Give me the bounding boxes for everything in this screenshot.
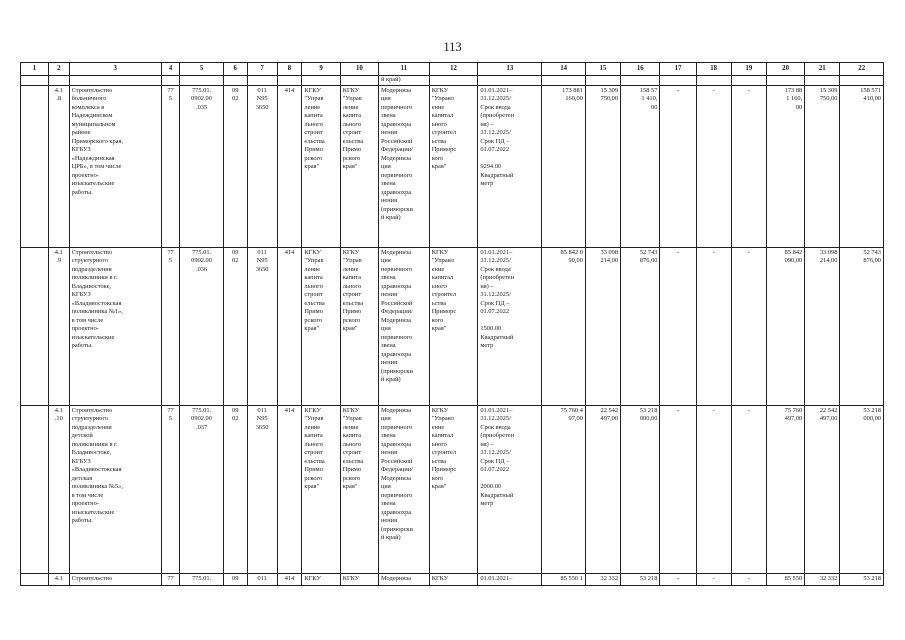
cell-col-1 (21, 85, 49, 247)
cell-col-6: 09 02 (223, 247, 247, 405)
cell-col-13: 01.01.2021– 31.12.2025/ Срок ввода (приобретен ия) – 31.12.2025/ Срок ПД – 01.07.2022 2000.00 Квадратный метр (478, 405, 542, 573)
cell-col-13: 01.01.2021– (478, 573, 542, 585)
cell-col-3: Строительство структурного подразделения детской поликлиники в г. Владивостоке, КГБУЗ «Владивостокская детская поликлиника №5», в том числе проектно- изыскательские работы. (69, 405, 161, 573)
cell-col-6: 09 02 (223, 405, 247, 573)
cell-col-15: 22 542 497,00 (585, 405, 620, 573)
cell-col-11: Модерниза (378, 573, 429, 585)
column-header-21: 21 (805, 63, 840, 76)
carry-over-cell (542, 76, 585, 86)
cell-col-8: 414 (277, 405, 302, 573)
carry-over-cell (478, 76, 542, 86)
carry-over-cell (731, 76, 766, 86)
cell-col-17: - (660, 85, 696, 247)
carry-over-cell (621, 76, 660, 86)
cell-col-16: 53 218 000,00 (621, 405, 660, 573)
carry-over-cell (69, 76, 161, 86)
page-number: 113 (443, 40, 462, 54)
cell-col-16: 53 218 (621, 573, 660, 585)
cell-col-9: КГКУ "Управ ление капита льного строит ельства Примо рского края" (302, 405, 340, 573)
carry-over-cell (840, 76, 884, 86)
cell-col-13: 01.01.2021– 31.12.2025/ Срок ввода (приобретен ия) – 31.12.2025/ Срок ПД – 01.07.2022 1500.00 Квадратный метр (478, 247, 542, 405)
cell-col-2: 4.1 (48, 573, 69, 585)
cell-col-13: 01.01.2021– 31.12.2025/ Срок ввода (приобретен ия) – 31.12.2025/ Срок ПД – 01.07.2022 9294.00 Квадратный метр (478, 85, 542, 247)
cell-col-1 (21, 247, 49, 405)
cell-col-4: 77 5 (161, 85, 180, 247)
column-header-9: 9 (302, 63, 340, 76)
carry-over-cell (247, 76, 277, 86)
column-header-19: 19 (731, 63, 766, 76)
cell-col-3: Строительство больничного комплекса в Надеждинском муниципальном районе Приморского края, КГБУЗ «Надеждинская ЦРБ», в том числе проектно- изыскательские работы. (69, 85, 161, 247)
cell-col-21: 15 309 750,00 (805, 85, 840, 247)
cell-col-8: 414 (277, 85, 302, 247)
carry-over-cell (302, 76, 340, 86)
budget-table (20, 62, 884, 586)
cell-col-16: 52 743 876,00 (621, 247, 660, 405)
cell-col-16: 158 57 1 410, 00 (621, 85, 660, 247)
cell-col-22: 53 218 000,00 (840, 405, 884, 573)
cell-col-2: 4.1 .10 (48, 405, 69, 573)
cell-col-21: 33 098 214,00 (805, 247, 840, 405)
cell-col-17: - (660, 573, 696, 585)
column-header-10: 10 (340, 63, 378, 76)
cell-col-7: 011 N95 3650 (247, 247, 277, 405)
column-header-11: 11 (378, 63, 429, 76)
cell-col-11: Модерниза ция первичного звена здравоохра нения Российской Федерации/ Модерниза ция первичного звена здравоохра нения (приморски й край) (378, 85, 429, 247)
column-header-20: 20 (766, 63, 804, 76)
cell-col-21: 32 332 (805, 573, 840, 585)
cell-col-20: 75 760 497,00 (766, 405, 804, 573)
column-header-22: 22 (840, 63, 884, 76)
cell-col-11: Модерниза ция первичного звена здравоохра нения Российской Федерации/ Модерниза ция первичного звена здравоохра нения (приморски й край) (378, 247, 429, 405)
column-header-15: 15 (585, 63, 620, 76)
table-row (21, 573, 884, 585)
cell-col-2: 4.1 .8 (48, 85, 69, 247)
column-header-7: 7 (247, 63, 277, 76)
column-header-16: 16 (621, 63, 660, 76)
cell-col-10: КГКУ (340, 573, 378, 585)
cell-col-3: Строительство (69, 573, 161, 585)
cell-col-5: 775.01. 0902.00 .035 (180, 85, 223, 247)
cell-col-5: 775.01. (180, 573, 223, 585)
cell-col-10: КГКУ "Управ ление капита льного строит ельства Примо рского края" (340, 85, 378, 247)
table-row (21, 247, 884, 405)
cell-col-14: 85 842 0 90,00 (542, 247, 585, 405)
cell-col-14: 75 760 4 97,00 (542, 405, 585, 573)
cell-col-9: КГКУ "Управ ление капита льного строит ельства Примо рского края" (302, 85, 340, 247)
carry-over-cell (180, 76, 223, 86)
cell-col-18: - (696, 405, 731, 573)
column-header-18: 18 (696, 63, 731, 76)
column-header-2: 2 (48, 63, 69, 76)
cell-col-1 (21, 405, 49, 573)
cell-col-4: 77 5 (161, 405, 180, 573)
carry-over-cell (585, 76, 620, 86)
cell-col-19: - (731, 405, 766, 573)
cell-col-3: Строительство структурного подразделения поликлиники в г. Владивостоке, КГБУЗ «Владивостокская поликлиника №1», в том числе проектно- изыскательские работы. (69, 247, 161, 405)
table-row (21, 405, 884, 573)
column-header-6: 6 (223, 63, 247, 76)
cell-col-15: 33 098 214,00 (585, 247, 620, 405)
cell-col-6: 09 (223, 573, 247, 585)
column-number-header (21, 63, 884, 76)
carry-over-cell (48, 76, 69, 86)
column-header-13: 13 (478, 63, 542, 76)
carry-over-cell (696, 76, 731, 86)
carry-over-cell (340, 76, 378, 86)
cell-col-17: - (660, 247, 696, 405)
cell-col-9: КГКУ "Управ ление капита льного строит ельства Примо рского края" (302, 247, 340, 405)
column-header-12: 12 (429, 63, 478, 76)
column-header-5: 5 (180, 63, 223, 76)
cell-col-7: 011 N95 3650 (247, 405, 277, 573)
cell-col-5: 775.01. 0902.00 .036 (180, 247, 223, 405)
carry-over-cell (161, 76, 180, 86)
carry-over-text: й край) (378, 76, 429, 86)
cell-col-17: - (660, 405, 696, 573)
cell-col-20: 85 842 090,00 (766, 247, 804, 405)
column-header-17: 17 (660, 63, 696, 76)
column-header-8: 8 (277, 63, 302, 76)
carry-over-row (21, 76, 884, 86)
cell-col-12: КГКУ (429, 573, 478, 585)
cell-col-7: 011 (247, 573, 277, 585)
cell-col-18: - (696, 573, 731, 585)
cell-col-22: 53 218 (840, 573, 884, 585)
table-row (21, 85, 884, 247)
cell-col-1 (21, 573, 49, 585)
column-header-3: 3 (69, 63, 161, 76)
column-header-4: 4 (161, 63, 180, 76)
cell-col-2: 4.1 .9 (48, 247, 69, 405)
cell-col-4: 77 (161, 573, 180, 585)
carry-over-cell (660, 76, 696, 86)
cell-col-8: 414 (277, 247, 302, 405)
cell-col-4: 77 5 (161, 247, 180, 405)
cell-col-8: 414 (277, 573, 302, 585)
cell-col-18: - (696, 247, 731, 405)
cell-col-20: 85 550 (766, 573, 804, 585)
cell-col-22: 52 743 876,00 (840, 247, 884, 405)
cell-col-15: 32 332 (585, 573, 620, 585)
cell-col-10: КГКУ "Управ ление капита льного строит ельства Примо рского края" (340, 247, 378, 405)
carry-over-cell (21, 76, 49, 86)
cell-col-14: 85 550 1 (542, 573, 585, 585)
cell-col-14: 173 881 160,00 (542, 85, 585, 247)
cell-col-18: - (696, 85, 731, 247)
carry-over-cell (223, 76, 247, 86)
cell-col-19: - (731, 85, 766, 247)
column-header-14: 14 (542, 63, 585, 76)
cell-col-19: - (731, 573, 766, 585)
cell-col-12: КГКУ "Управл ение капитал ьного строител ьства Приморс кого края" (429, 85, 478, 247)
cell-col-7: 011 N95 3650 (247, 85, 277, 247)
carry-over-cell (805, 76, 840, 86)
cell-col-22: 158 571 410,00 (840, 85, 884, 247)
carry-over-cell (429, 76, 478, 86)
cell-col-19: - (731, 247, 766, 405)
carry-over-cell (766, 76, 804, 86)
cell-col-5: 775.01. 0902.00 .037 (180, 405, 223, 573)
cell-col-12: КГКУ "Управл ение капитал ьного строител ьства Приморс кого края" (429, 405, 478, 573)
cell-col-20: 173 88 1 160, 00 (766, 85, 804, 247)
cell-col-6: 09 02 (223, 85, 247, 247)
column-header-1: 1 (21, 63, 49, 76)
cell-col-12: КГКУ "Управл ение капитал ьного строител ьства Приморс кого края" (429, 247, 478, 405)
cell-col-15: 15 309 750,00 (585, 85, 620, 247)
cell-col-21: 22 542 497,00 (805, 405, 840, 573)
cell-col-11: Модерниза ция первичного звена здравоохра нения Российской Федерации/ Модерниза ция первичного звена здравоохра нения (приморски й край) (378, 405, 429, 573)
carry-over-cell (277, 76, 302, 86)
cell-col-10: КГКУ "Управ ление капита льного строит ельства Примо рского края" (340, 405, 378, 573)
cell-col-9: КГКУ (302, 573, 340, 585)
